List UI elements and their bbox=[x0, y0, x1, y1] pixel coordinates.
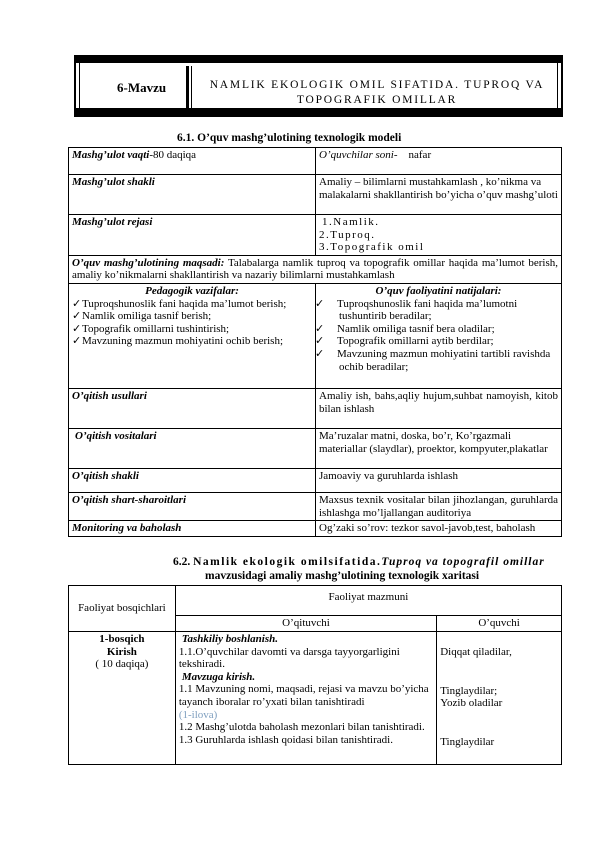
technology-map-table bbox=[68, 585, 562, 765]
teacher-header: O’qituvchi bbox=[175, 616, 436, 632]
checkmark-icon: ✓ bbox=[315, 335, 325, 348]
student-header: O’quvchi bbox=[437, 616, 562, 632]
result-item: ✓ Tuproqshunoslik fani haqida ma’lumotni tushuntirib beradilar; bbox=[315, 297, 518, 323]
stage1-cell bbox=[69, 632, 176, 765]
checkmark-icon: ✓ bbox=[72, 310, 82, 323]
student-activities bbox=[437, 632, 562, 765]
checkmark-icon: ✓ bbox=[315, 322, 325, 335]
student-step: Diqqat qiladilar, bbox=[440, 646, 512, 658]
topic-title bbox=[196, 78, 558, 108]
form-label: Mashg’ulot shakli bbox=[69, 175, 316, 215]
checkmark-icon: ✓ bbox=[72, 322, 82, 335]
technology-model-table bbox=[68, 147, 562, 537]
monitoring-value: Og’zaki so’rov: tezkor savol-javob,test, baholash bbox=[316, 521, 562, 537]
checkmark-icon: ✓ bbox=[315, 347, 325, 360]
plan-item: 3.Topografik omil bbox=[319, 241, 425, 254]
task-item: ✓Tuproqshunoslik fani haqida ma’lumot berish; bbox=[72, 297, 287, 310]
teacher-step: 1.3 Guruhlarda ishlash qoidasi bilan tanishtiradi. bbox=[178, 733, 393, 746]
tasks-header: Pedagogik vazifalar: bbox=[145, 284, 239, 297]
tools-value: Ma’ruzalar matni, doska, bo’r, Ko’rgazmali materiallar (slaydlar), proektor, kompyuter,plakatlar bbox=[316, 428, 562, 468]
conditions-value: Maxsus texnik vositalar bilan jihozlangan, guruhlarda ishlashga mo’ljallangan auditoriya bbox=[316, 492, 562, 520]
section2-title-spaced: Namlik ekologik omilsifatida. bbox=[193, 556, 382, 568]
teacher-step: 1.2 Mashg’ulotda baholash mezonlari bilan tanishtiradi. bbox=[178, 721, 425, 734]
teacher-step: 1.1 Mavzuning nomi, maqsadi, rejasi va mavzu bo’yicha tayanch iboralar ro’yxati bilan tanishtiradi bbox=[178, 683, 429, 708]
section2-title-italic: Tuproq va topografil omillar bbox=[381, 556, 545, 568]
section2-title bbox=[173, 556, 545, 568]
students-value: nafar bbox=[408, 149, 432, 161]
section1-title: 6.1. O’quv mashg’ulotining texnologik modeli bbox=[177, 132, 402, 144]
task-item: ✓Topografik omillarni tushintirish; bbox=[72, 322, 230, 335]
result-item: ✓ Namlik omiliga tasnif bera oladilar; bbox=[315, 322, 495, 335]
student-step: Tinglaydilar; bbox=[440, 684, 498, 697]
stages-header: Faoliyat bosqichlari bbox=[69, 586, 176, 632]
stage1-sub: Kirish bbox=[106, 645, 137, 658]
form2-value: Jamoaviy va guruhlarda ishlash bbox=[316, 468, 562, 492]
task-item: ✓Mavzuning mazmun mohiyatini ochib berish; bbox=[72, 335, 284, 348]
checkmark-icon: ✓ bbox=[72, 335, 82, 348]
plan-item: 2.Tuproq. bbox=[319, 228, 376, 241]
topic-number: 6-Mavzu bbox=[117, 80, 167, 95]
teacher-step: 1.1.O’quvchilar davomti va darsga tayyorgarligini tekshiradi. bbox=[178, 645, 400, 671]
plan-item: 1.Namlik. bbox=[322, 216, 380, 228]
checkmark-icon: ✓ bbox=[72, 297, 82, 310]
header-separator-thin bbox=[191, 66, 192, 108]
goal-value: Talabalarga namlik tuproq va topografik omillar haqida ma’lumot berish, amaliy ko’nikmalarni shakllantirish va nazariy bilimlarni mustahkamlash bbox=[72, 256, 558, 282]
header-separator bbox=[186, 66, 189, 108]
tasks-cell bbox=[69, 283, 316, 388]
section2-number: 6.2. bbox=[173, 556, 191, 568]
goal-label: O’quv mashg’ulotining maqsadi: bbox=[72, 256, 225, 269]
org-heading: Tashkiliy boshlanish. bbox=[181, 633, 278, 645]
intro-heading: Mavzuga kirish. bbox=[181, 670, 256, 683]
conditions-label: O’qitish shart-sharoitlari bbox=[69, 492, 316, 520]
time-label: Mashg’ulot vaqti bbox=[72, 149, 150, 161]
checkmark-icon: ✓ bbox=[315, 297, 325, 310]
content-header: Faoliyat mazmuni bbox=[175, 586, 561, 616]
goal-cell bbox=[69, 255, 562, 283]
monitoring-label: Monitoring va baholash bbox=[69, 521, 316, 537]
task-item: ✓Namlik omiliga tasnif berish; bbox=[72, 310, 212, 323]
plan-label: Mashg’ulot rejasi bbox=[69, 215, 316, 256]
time-value: -80 daqiqa bbox=[149, 149, 197, 161]
result-item: ✓ Mavzuning mazmun mohiyatini tartibli ravishda ochib beradilar; bbox=[315, 347, 551, 373]
section2-subtitle: mavzusidagi amaliy mashg’ulotining texnologik xaritasi bbox=[205, 570, 480, 582]
form-value: Amaliy – bilimlarni mustahkamlash , ko’nikma va malakalarni shakllantirish bo’yicha o’quv mashg’uloti bbox=[316, 175, 562, 215]
form2-label: O’qitish shakli bbox=[69, 468, 316, 492]
results-cell bbox=[316, 283, 562, 388]
stage1-name: 1-bosqich bbox=[99, 633, 145, 645]
methods-value: Amaliy ish, bahs,aqliy hujum,suhbat namoyish, kitob bilan ishlash bbox=[316, 388, 562, 428]
topic-title-line2: TOPOGRAFIK OMILLAR bbox=[296, 94, 458, 106]
topic-title-line1: NAMLIK EKOLOGIK OMIL SIFATIDA. TUPROQ VA bbox=[209, 79, 545, 91]
result-item: ✓ Topografik omillarni aytib berdilar; bbox=[315, 335, 494, 348]
methods-label: O’qitish usullari bbox=[69, 388, 316, 428]
tools-label: O’qitish vositalari bbox=[69, 428, 316, 468]
students-label: O’quvchilar soni- bbox=[319, 149, 398, 161]
student-step: Yozib oladilar bbox=[440, 697, 503, 710]
teacher-activities bbox=[175, 632, 436, 765]
appendix-link[interactable]: (1-ilova) bbox=[178, 708, 218, 721]
time-cell bbox=[69, 148, 316, 175]
students-cell bbox=[316, 148, 562, 175]
student-step: Tinglaydilar bbox=[440, 735, 495, 748]
stage1-time: ( 10 daqiqa) bbox=[95, 658, 149, 671]
results-header: O’quv faoliyatini natijalari: bbox=[375, 284, 502, 297]
header-bottom-bar bbox=[74, 108, 563, 117]
plan-list bbox=[316, 215, 562, 256]
